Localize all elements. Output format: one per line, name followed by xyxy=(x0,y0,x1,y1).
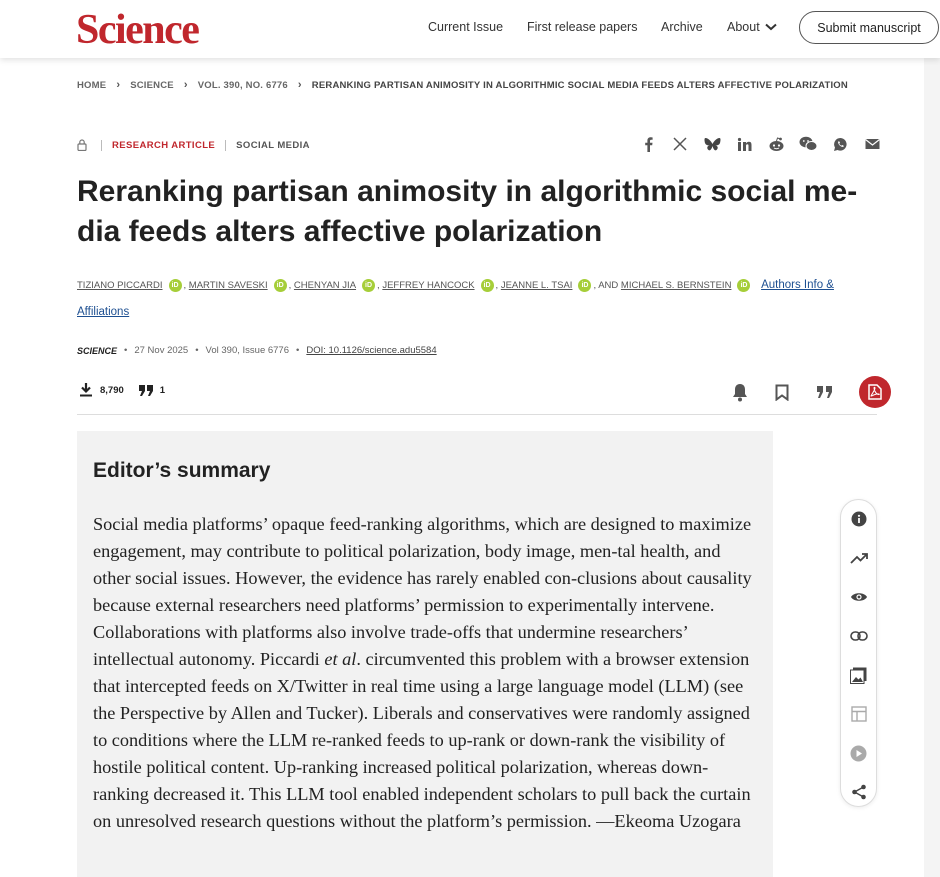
x-icon[interactable] xyxy=(670,134,690,154)
bluesky-icon[interactable] xyxy=(702,134,722,154)
nav-current-issue[interactable]: Current Issue xyxy=(428,20,504,34)
whatsapp-icon[interactable] xyxy=(830,134,850,154)
cite-icon[interactable] xyxy=(812,380,836,404)
download-icon xyxy=(78,382,94,398)
and-label: AND xyxy=(598,280,619,291)
doi-link[interactable]: DOI: 10.1126/science.adu5584 xyxy=(306,345,437,356)
nav-about-label: About xyxy=(727,20,760,34)
summary-text-part: Social media platforms’ opaque feed-ranking algorithms, which are designed to maximize engagement, may contribute to political polarization, body image, men-tal health, and other social issues. However, the evidence has rarely enabled con-clusions about causality because external researchers need platforms’ permission to experimentally intervene. Collaborations with platforms also involve trade-offs that undermine researchers’ intellectual autonomy. Piccardi xyxy=(93,514,752,669)
pdf-icon[interactable] xyxy=(859,376,891,408)
orcid-icon[interactable]: iD xyxy=(578,279,591,292)
author-link[interactable]: MICHAEL S. BERNSTEIN xyxy=(620,280,732,291)
trending-icon[interactable] xyxy=(848,547,870,569)
linkedin-icon[interactable] xyxy=(734,134,754,154)
chevron-right-icon: › xyxy=(297,79,302,91)
divider xyxy=(77,414,877,415)
orcid-icon[interactable]: iD xyxy=(737,279,750,292)
publication-date: 27 Nov 2025 xyxy=(134,345,189,356)
eye-icon[interactable] xyxy=(848,586,870,608)
breadcrumb-home[interactable]: HOME xyxy=(77,79,107,91)
article-actions xyxy=(728,376,891,408)
authors-info-affiliations-link[interactable]: Authors Info & Affiliations xyxy=(77,279,834,318)
volume-issue: Vol 390, Issue 6776 xyxy=(205,345,290,356)
summary-text-italic: et al xyxy=(324,649,357,669)
author-link[interactable]: JEFFREY HANCOCK xyxy=(382,280,475,291)
nav-first-release-papers[interactable]: First release papers xyxy=(527,20,638,34)
summary-heading: Editor’s summary xyxy=(93,459,271,482)
author-list: TIZIANO PICCARDI iD , MARTIN SAVESKI iD , CHENYAN JIA iD , JEFFREY HANCOCK iD , JEANNE L. TSAI iD , AND MICHAEL S. BERNSTEIN iD Authors Info & Affiliations xyxy=(77,279,834,318)
separator-dot: • xyxy=(296,345,300,356)
nav-about[interactable] xyxy=(727,20,777,34)
play-media-icon[interactable] xyxy=(848,742,870,764)
article-meta-row xyxy=(77,139,310,151)
author-link[interactable]: JEANNE L. TSAI xyxy=(500,280,573,291)
author-link[interactable]: TIZIANO PICCARDI xyxy=(77,280,163,291)
table-icon[interactable] xyxy=(848,703,870,725)
author-link[interactable]: MARTIN SAVESKI xyxy=(188,280,268,291)
share-bar xyxy=(638,134,882,154)
author-link[interactable]: CHENYAN JIA xyxy=(293,280,357,291)
orcid-icon[interactable]: iD xyxy=(169,279,182,292)
orcid-icon[interactable]: iD xyxy=(274,279,287,292)
facebook-icon[interactable] xyxy=(638,134,658,154)
bookmark-icon[interactable] xyxy=(770,380,794,404)
publication-info xyxy=(77,345,437,356)
nav-archive[interactable]: Archive xyxy=(661,20,703,34)
divider xyxy=(225,140,226,151)
top-navigation-bar xyxy=(0,0,940,58)
citation-icon xyxy=(138,382,154,398)
journal-name: SCIENCE xyxy=(77,345,118,356)
subject-link[interactable]: SOCIAL MEDIA xyxy=(236,139,310,151)
email-icon[interactable] xyxy=(862,134,882,154)
chevron-down-icon xyxy=(765,20,777,34)
article-metrics xyxy=(78,382,165,398)
side-toolbar xyxy=(840,499,877,807)
citation-count: 1 xyxy=(159,384,166,396)
editors-summary xyxy=(77,431,773,877)
orcid-icon[interactable]: iD xyxy=(362,279,375,292)
article-title: Reranking partisan animosity in algorithmic social me-dia feeds alters affective polarization xyxy=(77,175,858,248)
lock-icon xyxy=(77,139,91,151)
separator-dot: • xyxy=(195,345,199,356)
summary-text-part: . circumvented this problem with a browser extension that intercepted feeds on X/Twitter in real time using a large language model (LLM) (see the Perspective by Allen and Tucker). Liberals and conservatives were randomly assigned to conditions where the LLM re-ranked feeds to up-rank or down-rank the visibility of hostile political content. Up-ranking increased political polarization, whereas down-ranking decreased it. This LLM tool enabled independent scholars to pull back the curtain on unresolved research questions without the platform’s permission. —Ekeoma Uzogara xyxy=(93,649,751,831)
breadcrumb-science[interactable]: SCIENCE xyxy=(130,79,174,91)
link-icon[interactable] xyxy=(848,625,870,647)
chevron-right-icon: › xyxy=(183,79,188,91)
separator-dot: • xyxy=(124,345,128,356)
download-count: 8,790 xyxy=(100,384,124,396)
summary-text xyxy=(93,511,757,835)
article-type-link[interactable]: RESEARCH ARTICLE xyxy=(112,139,216,151)
info-icon[interactable] xyxy=(848,508,870,530)
bell-icon[interactable] xyxy=(728,380,752,404)
breadcrumb-volume[interactable]: VOL. 390, NO. 6776 xyxy=(197,79,288,91)
breadcrumb-current: RERANKING PARTISAN ANIMOSITY IN ALGORITHMIC SOCIAL MEDIA FEEDS ALTERS AFFECTIVE POLARIZATION xyxy=(311,79,848,91)
science-logo[interactable]: Science xyxy=(76,7,199,53)
wechat-icon[interactable] xyxy=(798,134,818,154)
breadcrumb xyxy=(77,79,848,91)
divider xyxy=(101,140,102,151)
image-gallery-icon[interactable] xyxy=(848,664,870,686)
orcid-icon[interactable]: iD xyxy=(481,279,494,292)
chevron-right-icon: › xyxy=(116,79,121,91)
submit-manuscript-button[interactable]: Submit manuscript xyxy=(799,11,939,44)
share-icon[interactable] xyxy=(848,781,870,803)
reddit-icon[interactable] xyxy=(766,134,786,154)
right-edge-gutter xyxy=(924,58,940,877)
